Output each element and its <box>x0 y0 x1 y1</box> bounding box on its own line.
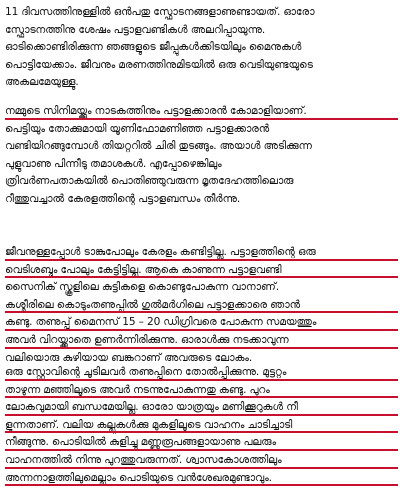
text-line: റീത്തുവച്ചാൽ കേരളത്തിന്റെ പട്ടാളബന്ധം തീർന്നു. <box>5 192 241 205</box>
text-line: 11 ദിവസത്തിനുള്ളിൽ ഒൻപതു സ്ഫോടനങ്ങളാണുണ്ടായത്. ഓരോ <box>5 6 315 18</box>
text-line: സൈനിക് സ്കൂളിലെ കുട്ടികളെ കൊണ്ടുപോകുന്ന വാനാണ്. <box>5 281 279 294</box>
text-line-highlighted: കശ്മീരിലെ കൊടുംതണുപ്പിൽ ഗുൽമർഗിലെ പട്ടാളക്കാരെ ഞാൻ <box>5 297 398 315</box>
text-line: വണ്ടിയിറങ്ങുമ്പോൾ തിയറ്ററിൽ ചിരി തുടങ്ങും. അയാൾ അടിക്കുന്ന <box>5 140 312 153</box>
paragraph-3 <box>5 244 398 367</box>
text-line-highlighted: അവർ വിറയ്ക്കാതെ ഉണർന്നിരിക്കുന്നു. ഓരാൾക്കു നടക്കാവുന്ന <box>5 332 398 350</box>
text-line-highlighted: വെടിശബ്ദം പോലും കേട്ടിട്ടില്ല. ആകെ കാണുന്ന പട്ടാളവണ്ടി <box>5 262 398 280</box>
text-line: പുളുവാണു പിന്നീടു തമാശകൾ. എപ്പോഴെങ്കിലും <box>5 157 222 170</box>
text-line: പെട്ടിയും തോക്കുമായി യൂണിഫോമണിഞ്ഞ പട്ടാളക്കാരൻ <box>5 122 270 135</box>
text-line-highlighted: അന്നനാളത്തിലുമെല്ലാം പൊടിയുടെ വൻശേഖരമുണ്ടാവും. <box>5 470 398 488</box>
text-line-highlighted: ജീവനുള്ളപ്പോൾ ടാങ്കുപോലും കേരളം കണ്ടിട്ടില്ല. പട്ടാളത്തിന്റെ ഒരു <box>5 244 398 262</box>
text-line-highlighted: ലോകവുമായി ബന്ധമേയില്ല. ഓരോ യാത്രയും മണിക്കൂറുകൾ നീ <box>5 399 398 417</box>
text-line: അകലമേയുള്ളു. <box>5 76 79 89</box>
paragraph-1 <box>5 4 398 92</box>
text-line-highlighted: ഒരു സ്റ്റോവിന്റെ ചൂടിലവർ തണുപ്പിനെ തോൽപ്പിക്കുന്നു. മുട്ടറ്റം <box>5 364 398 382</box>
text-line-highlighted: നീങ്ങുന്നു. പൊടിയിൽ കുളിച്ചു മണ്ണുരൂപങ്ങളായാണു പലരും <box>5 434 398 452</box>
text-line: വലിയൊരു കുഴിയായ ബങ്കറാണ് അവരുടെ ലോകം. <box>5 351 253 364</box>
text-line: സ്ഫോടനത്തിനു ശേഷം പട്ടാളവണ്ടികൾ അലറിപ്പായുന്നു. <box>5 23 266 36</box>
paragraph-4 <box>5 364 398 487</box>
text-line: പൊട്ടിയേക്കാം. ജീവനും മരണത്തിനുമിടയിൽ ഒരു വെടിയുണ്ടയുടെ <box>5 58 313 71</box>
text-line-highlighted: കണ്ടു. തണുപ്പ് മൈനസ് 15 – 20 ഡിഗ്രിവരെ പോകുന്ന സമയത്തും <box>5 314 398 332</box>
text-line: ത്രിവർണപതാകയിൽ പൊതിഞ്ഞുവരുന്ന മൃതദേഹത്തിലൊരു <box>5 175 294 188</box>
text-line-highlighted: ളുന്നതാണ്. വലിയ കല്ലുകൾക്കു മുകളിലൂടെ വാഹനം ചാടിച്ചാടി <box>5 417 398 435</box>
text-line-highlighted: താഴുന്ന മഞ്ഞിലൂടെ അവർ നടന്നുപോകുന്നതു കണ്ടു. പുറം <box>5 382 398 400</box>
text-line-highlighted: നമ്മുടെ സിനിമയ്ക്കും നാടകത്തിനും പട്ടാളക്കാരൻ കോമാളിയാണ്. <box>5 103 398 121</box>
paragraph-2 <box>5 103 398 209</box>
text-line-highlighted: വാഹനത്തിൽ നിന്നു പുറത്തുവരുന്നത്. ശ്വാസകോശത്തിലും <box>5 452 398 470</box>
text-line: ഓടിക്കൊണ്ടിരിക്കുന്ന ഞങ്ങളുടെ ജീപ്പുകൾക്കിടയിലും മൈനുകൾ <box>5 41 302 54</box>
